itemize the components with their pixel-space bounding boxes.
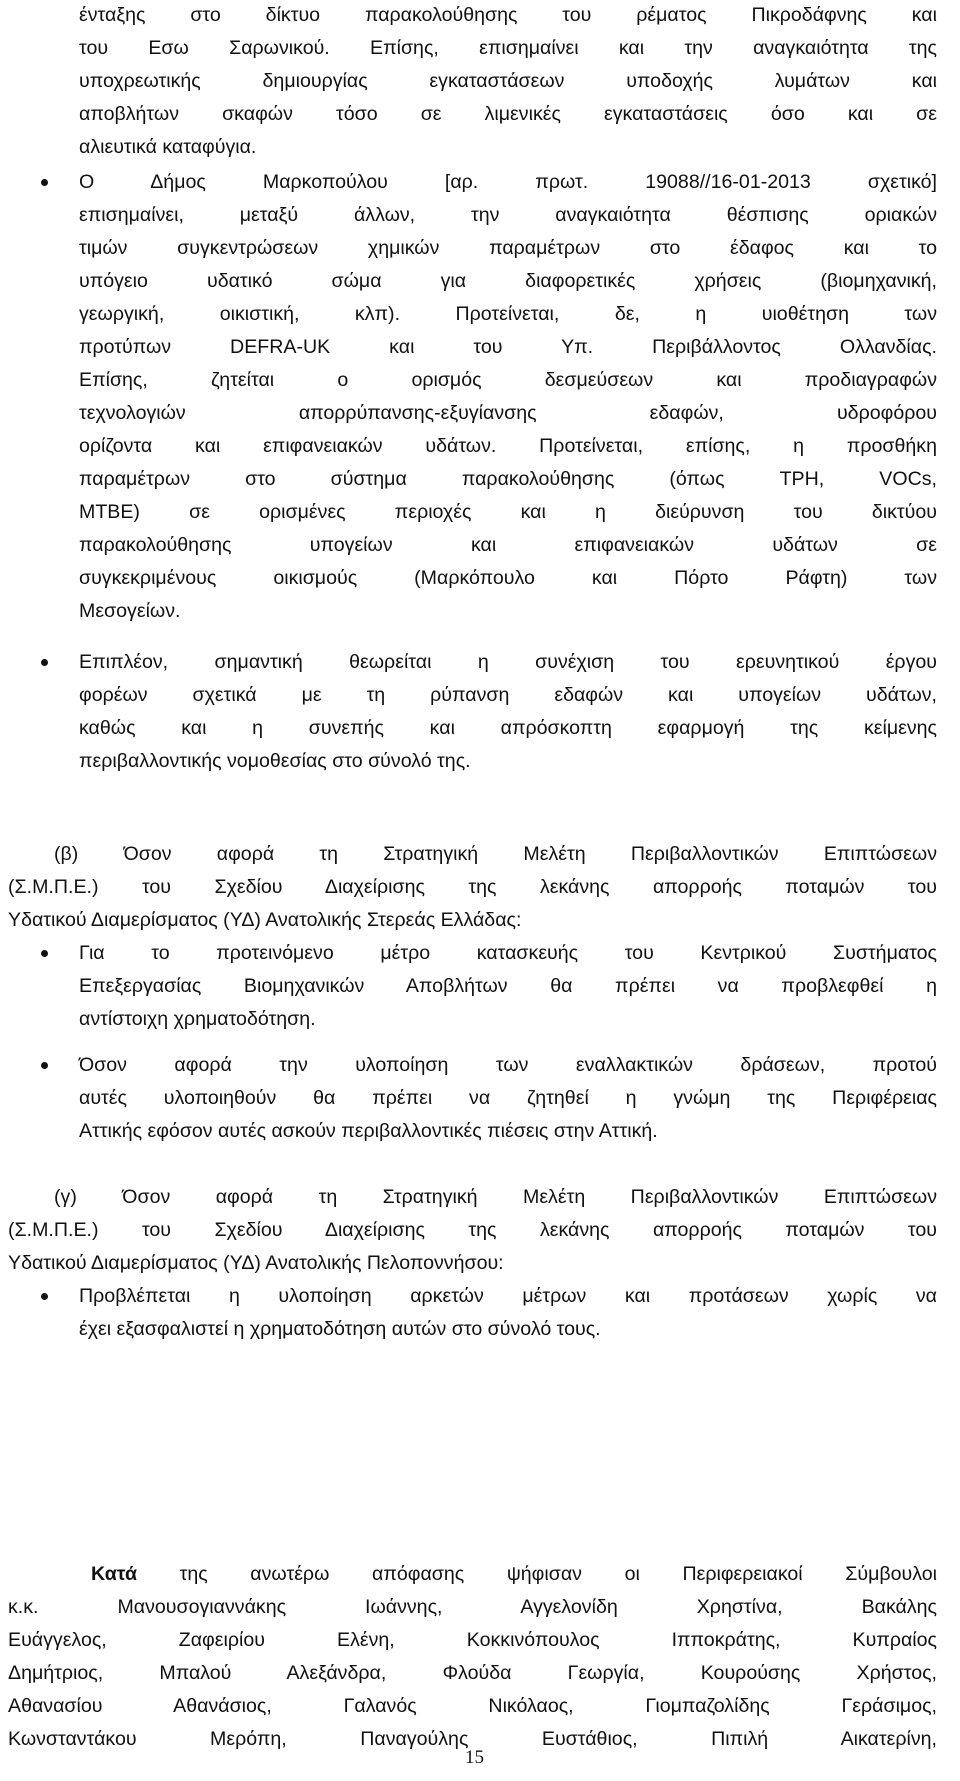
section-b-heading-line: Υδατικού Διαμερίσματος (ΥΔ) Ανατολικής Στερεάς Ελλάδας: [8, 909, 522, 931]
page-number: 15 [465, 1747, 484, 1768]
paragraph-line: υποχρεωτικής δημιουργίας εγκαταστάσεων υποδοχής λυμάτων και [79, 70, 937, 92]
bullet-line: προτύπων DEFRA-UK και του Υπ. Περιβάλλοντος Ολλανδίας. [79, 336, 937, 358]
bullet-line: τεχνολογιών απορρύπανσης-εξυγίανσης εδαφών, υδροφόρου [79, 402, 937, 424]
bullet-line: Όσον αφορά την υλοποίηση των εναλλακτικών δράσεων, προτού [79, 1054, 937, 1076]
bullet-icon [41, 950, 48, 957]
bullet-line: υπόγειο υδατικό σώμα για διαφορετικές χρήσεις (βιομηχανική, [79, 270, 937, 292]
bullet-line: Μεσογείων. [79, 600, 181, 622]
bullet-line: Αττικής εφόσον αυτές ασκούν περιβαλλοντικές πιέσεις στην Αττική. [79, 1120, 658, 1142]
paragraph-line: αλιευτικά καταφύγια. [79, 136, 257, 158]
bullet-icon [41, 659, 48, 666]
bullet-line: παρακολούθησης υπογείων και επιφανειακών υδάτων σε [79, 534, 937, 556]
vote-line: κ.κ. Μανουσογιαννάκης Ιωάννης, Αγγελονίδη Χρηστίνα, Βακάλης [8, 1596, 937, 1618]
bullet-line: Επίσης, ζητείται ο ορισμός δεσμεύσεων και προδιαγραφών [79, 369, 937, 391]
bullet-icon [41, 179, 48, 186]
bullet-line: γεωργική, οικιστική, κλπ). Προτείνεται, δε, η υιοθέτηση των [79, 303, 937, 325]
paragraph-line: του Εσω Σαρωνικού. Επίσης, επισημαίνει και την αναγκαιότητα της [79, 37, 937, 59]
vote-label: Κατά [91, 1563, 137, 1585]
bullet-line: Ο Δήμος Μαρκοπούλου [αρ. πρωτ. 19088//16-01-2013 σχετικό] [79, 171, 937, 193]
bullet-line: Επιπλέον, σημαντική θεωρείται η συνέχιση του ερευνητικού έργου [79, 651, 937, 673]
bullet-line: Επεξεργασίας Βιομηχανικών Αποβλήτων θα πρέπει να προβλεφθεί η [79, 975, 937, 997]
bullet-line: Για το προτεινόμενο μέτρο κατασκευής του Κεντρικού Συστήματος [79, 942, 937, 964]
vote-line: Αθανασίου Αθανάσιος, Γαλανός Νικόλαος, Γιομπαζολίδης Γεράσιμος, [8, 1695, 937, 1717]
vote-first-line [91, 1563, 937, 1585]
bullet-line: συγκεκριμένους οικισμούς (Μαρκόπουλο και Πόρτο Ράφτη) των [79, 567, 937, 589]
paragraph-line: αποβλήτων σκαφών τόσο σε λιμενικές εγκαταστάσεις όσο και σε [79, 103, 937, 125]
bullet-line: Προβλέπεται η υλοποίηση αρκετών μέτρων και προτάσεων χωρίς να [79, 1285, 937, 1307]
section-c-heading-line: Υδατικού Διαμερίσματος (ΥΔ) Ανατολικής Πελοποννήσου: [8, 1252, 504, 1274]
bullet-line: αυτές υλοποιηθούν θα πρέπει να ζητηθεί η γνώμη της Περιφέρειας [79, 1087, 937, 1109]
section-c-heading-line: (Σ.Μ.Π.Ε.) του Σχεδίου Διαχείρισης της λεκάνης απορροής ποταμών του [8, 1219, 937, 1241]
bullet-line: φορέων σχετικά με τη ρύπανση εδαφών και υπογείων υδάτων, [79, 684, 937, 706]
bullet-line: περιβαλλοντικής νομοθεσίας στο σύνολό της. [79, 750, 471, 772]
section-b-heading-line: (β) Όσον αφορά τη Στρατηγική Μελέτη Περιβαλλοντικών Επιπτώσεων [54, 843, 937, 865]
bullet-line: τιμών συγκεντρώσεων χημικών παραμέτρων στο έδαφος και το [79, 237, 937, 259]
paragraph-line: ένταξης στο δίκτυο παρακολούθησης του ρέματος Πικροδάφνης και [79, 4, 937, 26]
bullet-line: αντίστοιχη χρηματοδότηση. [79, 1008, 316, 1030]
bullet-icon [41, 1293, 48, 1300]
section-b-heading-line: (Σ.Μ.Π.Ε.) του Σχεδίου Διαχείρισης της λεκάνης απορροής ποταμών του [8, 876, 937, 898]
bullet-line: MTBE) σε ορισμένες περιοχές και η διεύρυνση του δικτύου [79, 501, 937, 523]
vote-line: Ευάγγελος, Ζαφειρίου Ελένη, Κοκκινόπουλος Ιπποκράτης, Κυπραίος [8, 1629, 937, 1651]
vote-line: Κωνσταντάκου Μερόπη, Παναγούλης Ευστάθιος, Πιπιλή Αικατερίνη, [8, 1728, 937, 1750]
bullet-line: καθώς και η συνεπής και απρόσκοπτη εφαρμογή της κείμενης [79, 717, 937, 739]
bullet-line: έχει εξασφαλιστεί η χρηματοδότηση αυτών στο σύνολό τους. [79, 1318, 601, 1340]
bullet-line: επισημαίνει, μεταξύ άλλων, την αναγκαιότητα θέσπισης οριακών [79, 204, 937, 226]
bullet-line: ορίζοντα και επιφανειακών υδάτων. Προτείνεται, επίσης, η προσθήκη [79, 435, 937, 457]
section-c-heading-line: (γ) Όσον αφορά τη Στρατηγική Μελέτη Περιβαλλοντικών Επιπτώσεων [54, 1186, 937, 1208]
vote-first-line-text: της ανωτέρω απόφασης ψήφισαν οι Περιφερειακοί Σύμβουλοι [137, 1563, 937, 1585]
bullet-line: παραμέτρων στο σύστημα παρακολούθησης (όπως TPH, VOCs, [79, 468, 937, 490]
bullet-icon [41, 1062, 48, 1069]
vote-line: Δημήτριος, Μπαλού Αλεξάνδρα, Φλούδα Γεωργία, Κουρούσης Χρήστος, [8, 1662, 937, 1684]
